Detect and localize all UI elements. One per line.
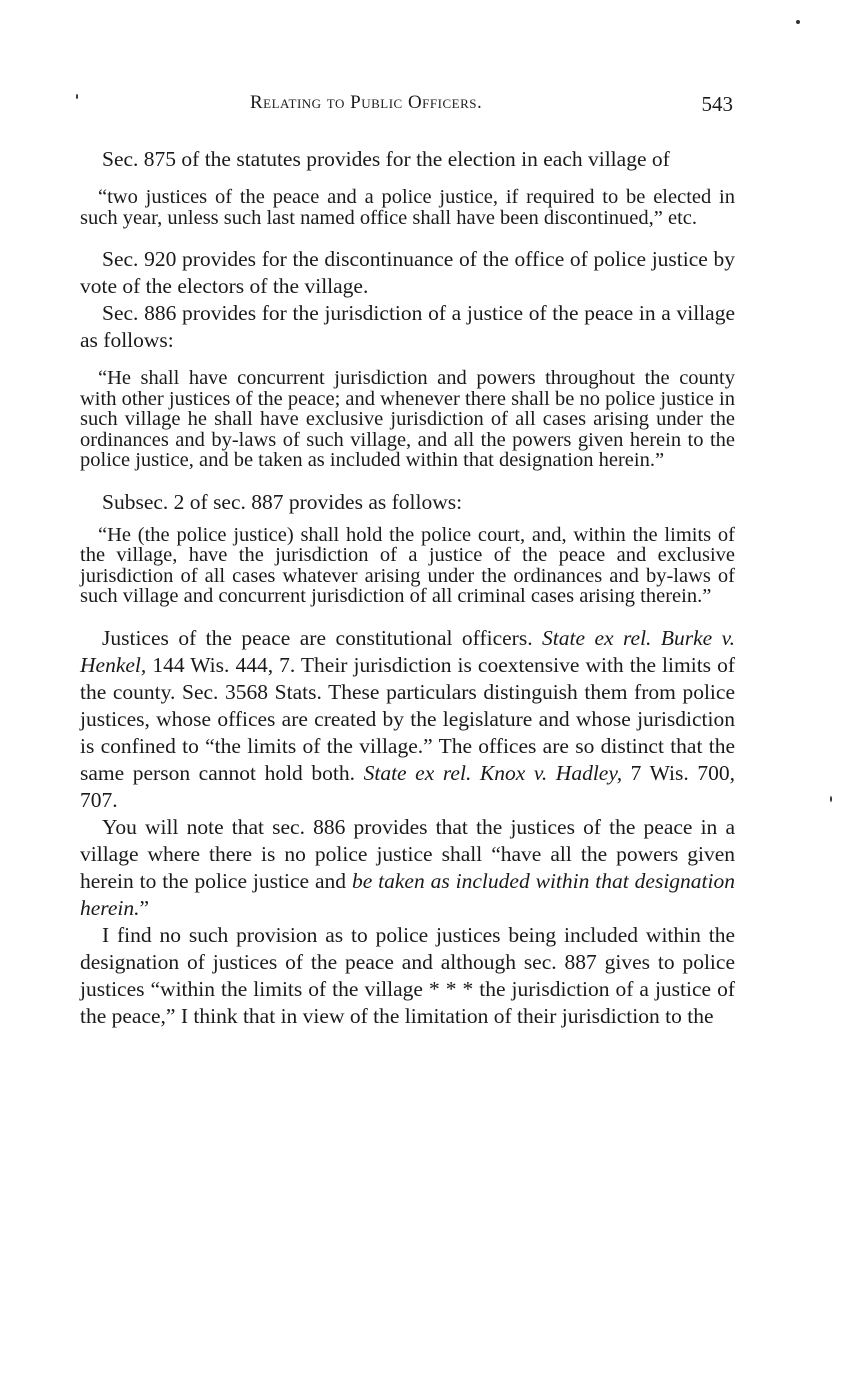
text-run: 7 Wis. 700, 707.	[80, 760, 735, 812]
book-page	[80, 0, 735, 1380]
paragraph-note-sec-886	[80, 814, 735, 922]
paragraph-sec-875: Sec. 875 of the statutes provides for the election in each village of	[102, 147, 670, 171]
body-text	[80, 146, 735, 1030]
quote-sec-887: “He (the police justice) shall hold the police court, and, within the limits of the village, have the jurisdiction of a justice of the peace and exclusive jurisdiction of all cases whatever arising under the ordinances and by-laws of such village and concurrent jurisdiction of all criminal cases arising therein.”	[80, 523, 735, 607]
page-header	[80, 92, 735, 120]
paragraph-sec-886: Sec. 886 provides for the jurisdiction of a justice of the peace in a village as follows:	[80, 301, 735, 352]
case-citation: State ex rel. Burke v. Henkel,	[80, 625, 735, 677]
running-head: Relating to Public Officers.	[250, 92, 483, 113]
print-speck	[796, 20, 800, 24]
text-run: ”	[139, 895, 150, 920]
print-speck	[830, 796, 832, 802]
paragraph-subsec-887: Subsec. 2 of sec. 887 provides as follows:	[102, 489, 463, 514]
print-speck	[76, 94, 78, 99]
paragraph-conclusion: I find no such provision as to police justices being included within the designation of justices of the peace and although sec. 887 gives to police justices “within the limits of the village * * * the jurisdiction of a justice of the peace,” I think that in view of the limitation of their jurisdiction to the	[80, 922, 735, 1028]
emphasized-quote: be taken as included within that designation herein.	[80, 868, 735, 920]
quote-sec-886: “He shall have concurrent jurisdiction and powers throughout the county with other justices of the peace; and whenever there shall be no police justice in such village he shall have exclusive jurisdiction of all cases arising under the ordinances and by-laws of such village, and all the powers given herein to the police justice, and be taken as included within that designation herein.”	[80, 367, 735, 471]
case-citation: State ex rel. Knox v. Hadley,	[363, 760, 623, 785]
text-run: 144 Wis. 444, 7. Their jurisdiction is coextensive with the limits of the county. Sec. 3568 Stats. These particulars distinguish them from police justices, whose offices are created by the legislature and whose jurisdiction is confined to “the limits of the village.” The offices are so distinct that the same person cannot hold both.	[80, 652, 735, 785]
paragraph-constitutional-officers	[80, 625, 735, 814]
text-run: Justices of the peace are constitutional officers.	[102, 625, 543, 650]
page-number: 543	[701, 92, 733, 116]
paragraph-sec-920: Sec. 920 provides for the discontinuance of the office of police justice by vote of the electors of the village.	[80, 247, 735, 298]
text-run: You will note that sec. 886 provides that the justices of the peace in a village where there is no police justice shall “have all the powers given herein to the police justice and	[80, 814, 735, 893]
quote-sec-875: “two justices of the peace and a police justice, if required to be elected in such year, unless such last named office shall have been discontinued,” etc.	[80, 186, 735, 229]
